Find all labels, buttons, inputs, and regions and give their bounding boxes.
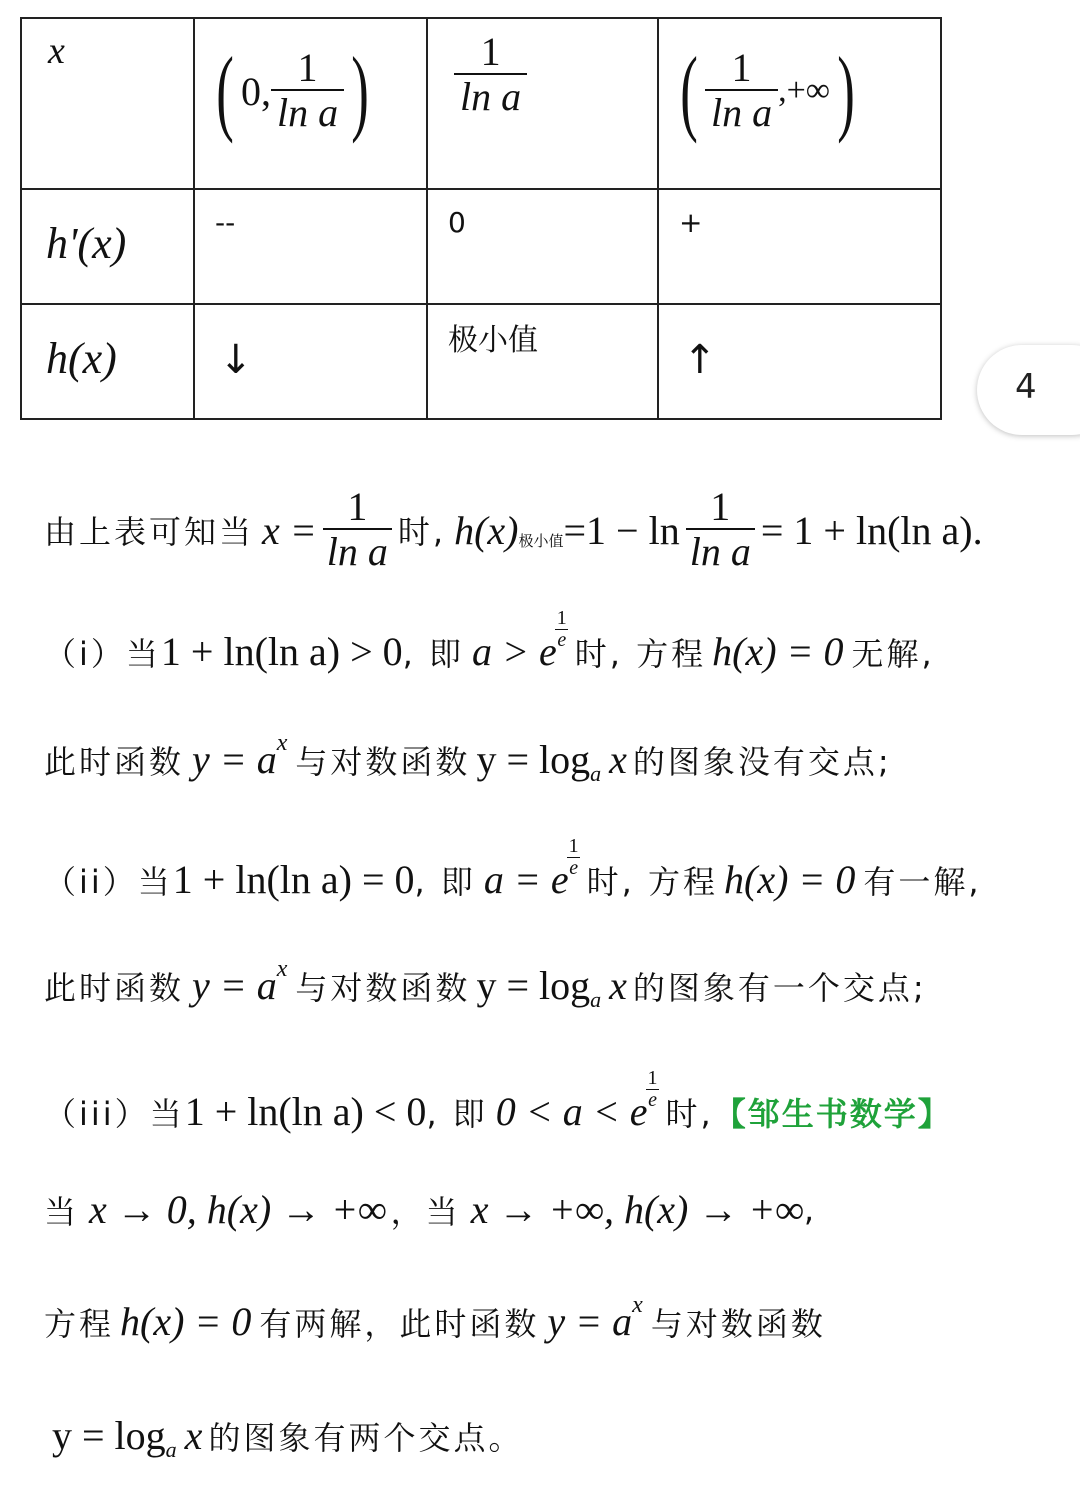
l4-eq: h(x) = 0: [724, 857, 856, 902]
variation-table: [20, 17, 942, 420]
l6-ji: , 即: [426, 1094, 488, 1133]
l5-a: 此时函数: [44, 968, 185, 1007]
l7-b: ，当: [390, 1192, 461, 1231]
l3-a: 此时函数: [44, 742, 185, 781]
line-case-ii-conclusion: [44, 956, 927, 1012]
l3-f1-sup: x: [276, 730, 288, 756]
interval-right-cell: [658, 18, 941, 189]
l9-f2-x: x: [184, 1413, 203, 1458]
function-label-cell: [21, 304, 194, 419]
l2-exp-den: e: [557, 629, 567, 651]
l4-exp-num: 1: [568, 835, 579, 857]
line-limits: [44, 1186, 817, 1233]
l1-x-eq: x =: [262, 507, 317, 553]
l7-m1: x → 0, h(x) → +∞: [89, 1187, 387, 1232]
l5-f1: y = a: [192, 963, 277, 1008]
l4-a: a = e: [483, 857, 569, 902]
l1-num: 1: [347, 484, 368, 529]
l6-case: （iii）当: [44, 1094, 185, 1133]
l3-f2-sub: a: [590, 760, 602, 786]
l1-when: 时,: [397, 513, 447, 551]
l3-f2-x: x: [609, 737, 627, 782]
down-arrow-icon: ↓: [219, 337, 253, 383]
l2-ji: , 即: [402, 634, 465, 673]
l3-f2: y = log: [476, 737, 591, 782]
l2-end: 无解,: [851, 634, 935, 673]
page-number-badge[interactable]: [977, 345, 1080, 435]
l1-prefix: 由上表可知当: [44, 513, 255, 551]
l7-a: 当: [44, 1192, 80, 1231]
header-x-label: x: [48, 30, 65, 72]
line-case-i-conclusion: [44, 730, 892, 786]
derivative-sign-negative: --: [215, 206, 236, 239]
line-minimum-value: [44, 486, 983, 574]
l4-ji: , 即: [414, 862, 476, 901]
interval-left-num: 1: [297, 45, 318, 90]
interval-left-cell: [194, 18, 427, 189]
l4-when: 时, 方程: [586, 862, 719, 901]
l2-case: （i）当: [44, 634, 161, 673]
minimum-value-label: 极小值: [448, 323, 538, 358]
derivative-sign-cell-3: [658, 189, 941, 304]
l2-a: a > e: [472, 629, 557, 674]
l7-m2: x → +∞, h(x) → +∞: [470, 1187, 804, 1232]
l1-den: ln a: [323, 528, 392, 574]
interval-left: ( 0, $\frac{1}{\text{ln a}}$ ): [216, 37, 369, 144]
l4-end: 有一解,: [863, 862, 982, 901]
derivative-sign-zero: 0: [448, 206, 466, 239]
l8-f1-sup: x: [632, 1292, 643, 1318]
l5-b: 与对数函数: [295, 968, 471, 1007]
l9-f2: y = log: [52, 1413, 166, 1458]
interval-left-open: 0,: [240, 68, 271, 114]
l6-when: 时,: [665, 1094, 714, 1133]
critical-point-den: ln a: [454, 73, 527, 119]
l2-cond: 1 + ln(ln a) > 0: [160, 629, 403, 674]
l7-c: ,: [803, 1190, 818, 1229]
interval-right-den: ln a: [705, 89, 778, 135]
l4-exp-den: e: [569, 857, 579, 879]
behavior-cell-3: [658, 304, 941, 419]
behavior-cell-1: [194, 304, 427, 419]
l3-b: 与对数函数: [295, 742, 471, 781]
line-case-iii: [44, 1067, 952, 1135]
line-case-iii-conclusion: [44, 1292, 826, 1345]
l6-exp-den: e: [648, 1089, 657, 1111]
l1-sub: 极小值: [518, 531, 564, 550]
line-final: [52, 1412, 524, 1462]
l2-exp-num: 1: [556, 607, 567, 629]
l9-f2-sub: a: [165, 1436, 177, 1462]
l5-f2-x: x: [609, 963, 627, 1008]
l5-f2-sub: a: [590, 986, 602, 1012]
line-case-i: [44, 607, 935, 675]
critical-point-cell: [427, 18, 658, 189]
l8-eq: h(x) = 0: [120, 1299, 252, 1344]
function-row-label: h(x): [46, 334, 117, 383]
l1-den2: ln a: [686, 528, 755, 574]
derivative-sign-cell-1: [194, 189, 427, 304]
behavior-cell-2: [427, 304, 658, 419]
l1-eq2: = 1 + ln(ln a).: [760, 507, 983, 553]
l1-eq1: =1 − ln: [563, 507, 680, 553]
l6-exp-num: 1: [647, 1067, 658, 1089]
l6-a: 0 < a < e: [495, 1089, 648, 1134]
l3-c: 的图象没有交点;: [632, 742, 892, 781]
critical-point: [454, 31, 527, 119]
header-x-cell: [21, 18, 194, 189]
l1-num2: 1: [710, 484, 731, 529]
l8-b: 有两解，此时函数: [259, 1304, 540, 1343]
l2-when: 时, 方程: [574, 634, 707, 673]
interval-right-tail: ,+∞: [778, 72, 831, 109]
critical-point-num: 1: [480, 29, 501, 74]
page-number: 4: [1015, 367, 1037, 407]
l6-cond: 1 + ln(ln a) < 0: [184, 1089, 427, 1134]
l8-f1: y = a: [547, 1299, 633, 1344]
l4-case: （ii）当: [44, 862, 173, 901]
derivative-label-cell: [21, 189, 194, 304]
interval-right: ( $\frac{1}{\text{ln a}}$ ,+∞ ): [680, 37, 855, 144]
l4-cond: 1 + ln(ln a) = 0: [172, 857, 415, 902]
l1-h: h(x): [454, 507, 519, 553]
derivative-sign-cell-2: [427, 189, 658, 304]
l3-f1: y = a: [192, 737, 277, 782]
line-case-ii: [44, 835, 982, 903]
derivative-row-label: h'(x): [46, 219, 127, 268]
l5-f1-sup: x: [276, 956, 288, 982]
l5-c: 的图象有一个交点;: [632, 968, 927, 1007]
l8-a: 方程: [44, 1304, 115, 1343]
brand-watermark: 【邹生书数学】: [713, 1094, 952, 1133]
interval-right-num: 1: [731, 45, 752, 90]
l8-c: 与对数函数: [650, 1304, 826, 1343]
up-arrow-icon: ↑: [683, 337, 717, 383]
l9-c: 的图象有两个交点。: [208, 1418, 524, 1457]
l2-eq: h(x) = 0: [712, 629, 844, 674]
interval-left-den: ln a: [271, 89, 344, 135]
l5-f2: y = log: [476, 963, 591, 1008]
derivative-sign-positive: +: [679, 206, 703, 239]
